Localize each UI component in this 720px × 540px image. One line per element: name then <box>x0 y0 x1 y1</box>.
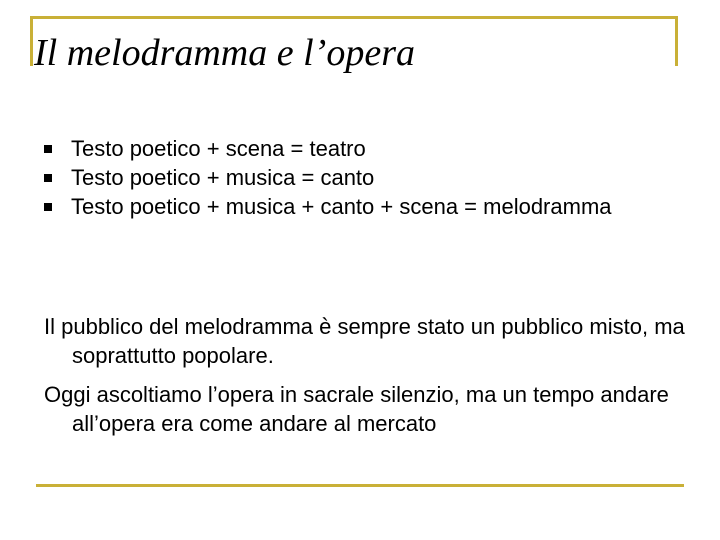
bullet-item <box>44 134 624 163</box>
bullet-item <box>44 192 624 221</box>
frame-bottom-line <box>36 484 684 487</box>
square-bullet-icon <box>44 174 52 182</box>
paragraph-today: Oggi ascoltiamo l’opera in sacrale silenzio, ma un tempo andare all’opera era come andare al mercato <box>44 382 669 436</box>
bullet-text: Testo poetico + scena = teatro <box>71 136 366 161</box>
frame-right-line <box>675 16 678 66</box>
slide-title: Il melodramma e l’opera <box>34 32 415 74</box>
square-bullet-icon <box>44 203 52 211</box>
bullet-text: Testo poetico + musica = canto <box>71 165 375 190</box>
square-bullet-icon <box>44 145 52 153</box>
paragraph-audience: Il pubblico del melodramma è sempre stato un pubblico misto, ma soprattutto popolare. <box>44 314 685 368</box>
bullet-text: Testo poetico + musica + canto + scena = melodramma <box>71 194 612 219</box>
frame-left-line <box>30 16 33 66</box>
bullet-list <box>44 134 624 221</box>
bullet-item <box>44 163 624 192</box>
frame-top-line <box>30 16 678 19</box>
